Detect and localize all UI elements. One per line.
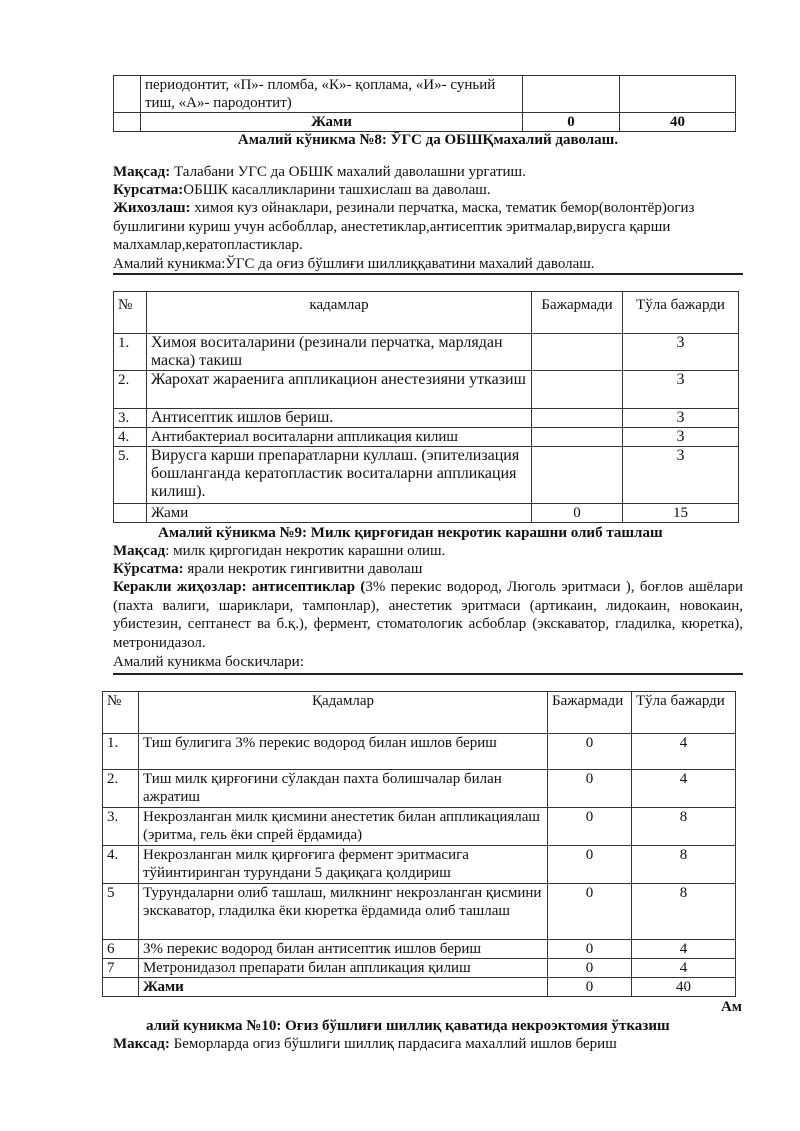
- label: Мақсад:: [113, 164, 171, 180]
- table-row: [103, 846, 736, 884]
- row-number: 4.: [103, 846, 139, 884]
- table-row: [114, 371, 739, 409]
- row-number: 2.: [103, 770, 139, 808]
- row-b: 3: [623, 447, 739, 504]
- row-a: [532, 428, 623, 447]
- row-text: Жарохат жараенига аппликацион анестезияни утказиш: [147, 371, 532, 409]
- table-row: [103, 884, 736, 940]
- header-cell: Бажармади: [532, 292, 623, 334]
- row-b: 3: [623, 334, 739, 371]
- total-a: 0: [523, 113, 620, 132]
- paragraph: [113, 542, 743, 560]
- row-text: Турундаларни олиб ташлаш, милкнинг некрозланган қисмини экскаватор, гладилка ёки кюретка ёрдамида олиб ташлаш: [139, 884, 548, 940]
- total-b: 40: [632, 978, 736, 997]
- paragraph: [113, 199, 743, 255]
- paragraph: [113, 578, 743, 653]
- table-header-row: [114, 292, 739, 334]
- table-row: [103, 808, 736, 846]
- row-b: 4: [632, 734, 736, 770]
- row-b: 8: [632, 808, 736, 846]
- row-a: 0: [548, 846, 632, 884]
- table-row: [114, 447, 739, 504]
- total-a: 0: [532, 504, 623, 523]
- row-text: Некрозланган милк қирғоғига фермент эритмасига тўйинтиринган турундани 5 дақиқага қолдириш: [139, 846, 548, 884]
- row-b: 4: [632, 959, 736, 978]
- steps-table-9: [102, 691, 736, 997]
- divider: [113, 673, 743, 675]
- header-cell: Тўла бажарди: [632, 692, 736, 734]
- header-cell: №: [103, 692, 139, 734]
- row-number: 3.: [103, 808, 139, 846]
- table-cell: периодонтит, «П»- пломба, «К»- қоплама, «И»- суньий тиш, «А»- пародонтит): [141, 76, 523, 113]
- table-row: [103, 959, 736, 978]
- row-a: [532, 409, 623, 428]
- label: Керакли жиҳозлар: антисептиклар (: [113, 579, 366, 595]
- label: Мақсад: [113, 543, 166, 559]
- label: Жихозлаш:: [113, 200, 191, 216]
- label: Курсатма:: [113, 182, 184, 198]
- row-a: [532, 371, 623, 409]
- total-b: 15: [623, 504, 739, 523]
- total-label: Жами: [147, 504, 532, 523]
- row-text: Вирусга карши препаратларни куллаш. (эпителизация бошланганда кератопластик воситаларни аппликация килиш).: [147, 447, 532, 504]
- header-cell: Бажармади: [548, 692, 632, 734]
- label: Максад:: [113, 1036, 170, 1052]
- row-b: 8: [632, 846, 736, 884]
- row-a: 0: [548, 884, 632, 940]
- table-total-row: [114, 504, 739, 523]
- total-a: 0: [548, 978, 632, 997]
- row-text: Некрозланган милк қисмини анестетик билан аппликациялаш (эритма, гель ёки спрей ёрдамида): [139, 808, 548, 846]
- divider: [113, 273, 743, 275]
- paragraph: [113, 560, 743, 578]
- row-number: 4.: [114, 428, 147, 447]
- row-number: 3.: [114, 409, 147, 428]
- total-label: Жами: [139, 978, 548, 997]
- row-number: 1.: [103, 734, 139, 770]
- paragraph: [113, 181, 743, 199]
- text: химоя куз ойнаклари, резинали перчатка, маска, тематик бемор(волонтёр)огиз бушлигини куриш учун асбобллар, анестетиклар,антисептик эритмалар,вирусга қарши малхамлар,кератопластиклар.: [113, 200, 695, 253]
- section-heading: Амалий кўникма №9: Милк қирғоғидан некротик карашни олиб ташлаш: [158, 525, 663, 541]
- text: : милк қиргогидан некротик карашни олиш.: [165, 543, 446, 559]
- row-a: 0: [548, 959, 632, 978]
- total-label: Жами: [141, 113, 523, 132]
- table-total-row: [114, 113, 736, 132]
- header-cell: №: [114, 292, 147, 334]
- steps-table-8: [113, 291, 739, 523]
- table-row: [114, 76, 736, 113]
- table-row: [103, 940, 736, 959]
- row-b: 8: [632, 884, 736, 940]
- row-text: Метронидазол препарати билан аппликация қилиш: [139, 959, 548, 978]
- text: 3% перекис водород, Люголь эритмаси ), боғлов ашёлари (пахта валиги, шариклари, тампонлар), анестетик эритмаси (артикаин, лидокаин, новокаин, убистезин, септанест ва б.қ.), фермент, стоматологик асбоблар (экскаватор, гладилка, кюретка), метронидазол.: [113, 579, 743, 652]
- row-number: 1.: [114, 334, 147, 371]
- table-row: [103, 734, 736, 770]
- text: Талабани УГС да ОБШК махалий даволашни ургатиш.: [170, 164, 526, 180]
- table-row: [114, 334, 739, 371]
- text: ОБШК касалликларини ташхислаш ва даволаш.: [183, 182, 491, 198]
- row-text: Антисептик ишлов бериш.: [147, 409, 532, 428]
- row-b: 4: [632, 940, 736, 959]
- paragraph: [113, 1035, 743, 1053]
- row-a: 0: [548, 770, 632, 808]
- paragraph: Амалий куникма:ЎГС да оғиз бўшлиғи шиллиққаватини махалий даволаш.: [113, 256, 595, 272]
- row-b: 4: [632, 770, 736, 808]
- section-heading-fragment: Ам: [720, 999, 742, 1015]
- row-text: Антибактериал воситаларни аппликация килиш: [147, 428, 532, 447]
- row-a: [532, 334, 623, 371]
- table-row: [114, 409, 739, 428]
- row-a: 0: [548, 808, 632, 846]
- table-header-row: [103, 692, 736, 734]
- table-total-row: [103, 978, 736, 997]
- text: Беморларда огиз бўшлиги шиллиқ пардасига махаллий ишлов бериш: [169, 1036, 617, 1052]
- row-number: 6: [103, 940, 139, 959]
- paragraph: Амалий куникма боскичлари:: [113, 654, 304, 670]
- label: Кўрсатма:: [113, 561, 184, 577]
- row-text: Тиш булигига 3% перекис водород билан ишлов бериш: [139, 734, 548, 770]
- prev-table: [113, 75, 736, 132]
- row-b: 3: [623, 409, 739, 428]
- text: ярали некротик гингивитни даволаш: [183, 561, 423, 577]
- header-cell: кадамлар: [147, 292, 532, 334]
- row-number: 5: [103, 884, 139, 940]
- row-b: 3: [623, 428, 739, 447]
- row-b: 3: [623, 371, 739, 409]
- row-text: 3% перекис водород билан антисептик ишлов бериш: [139, 940, 548, 959]
- row-number: 2.: [114, 371, 147, 409]
- section-heading: алий куникма №10: Оғиз бўшлиғи шиллиқ қаватида некроэктомия ўтказиш: [146, 1018, 670, 1034]
- table-row: [103, 770, 736, 808]
- row-number: 7: [103, 959, 139, 978]
- header-cell: Тўла бажарди: [623, 292, 739, 334]
- table-row: [114, 428, 739, 447]
- row-a: [532, 447, 623, 504]
- row-text: Химоя воситаларини (резинали перчатка, марлядан маска) такиш: [147, 334, 532, 371]
- row-number: 5.: [114, 447, 147, 504]
- row-a: 0: [548, 734, 632, 770]
- paragraph: [113, 163, 743, 181]
- row-text: Тиш милк қирғоғини сўлакдан пахта болишчалар билан ажратиш: [139, 770, 548, 808]
- row-a: 0: [548, 940, 632, 959]
- section-heading: Амалий кўникма №8: ЎГС да ОБШҚмахалий даволаш.: [237, 132, 619, 148]
- header-cell: Қадамлар: [139, 692, 548, 734]
- total-b: 40: [620, 113, 736, 132]
